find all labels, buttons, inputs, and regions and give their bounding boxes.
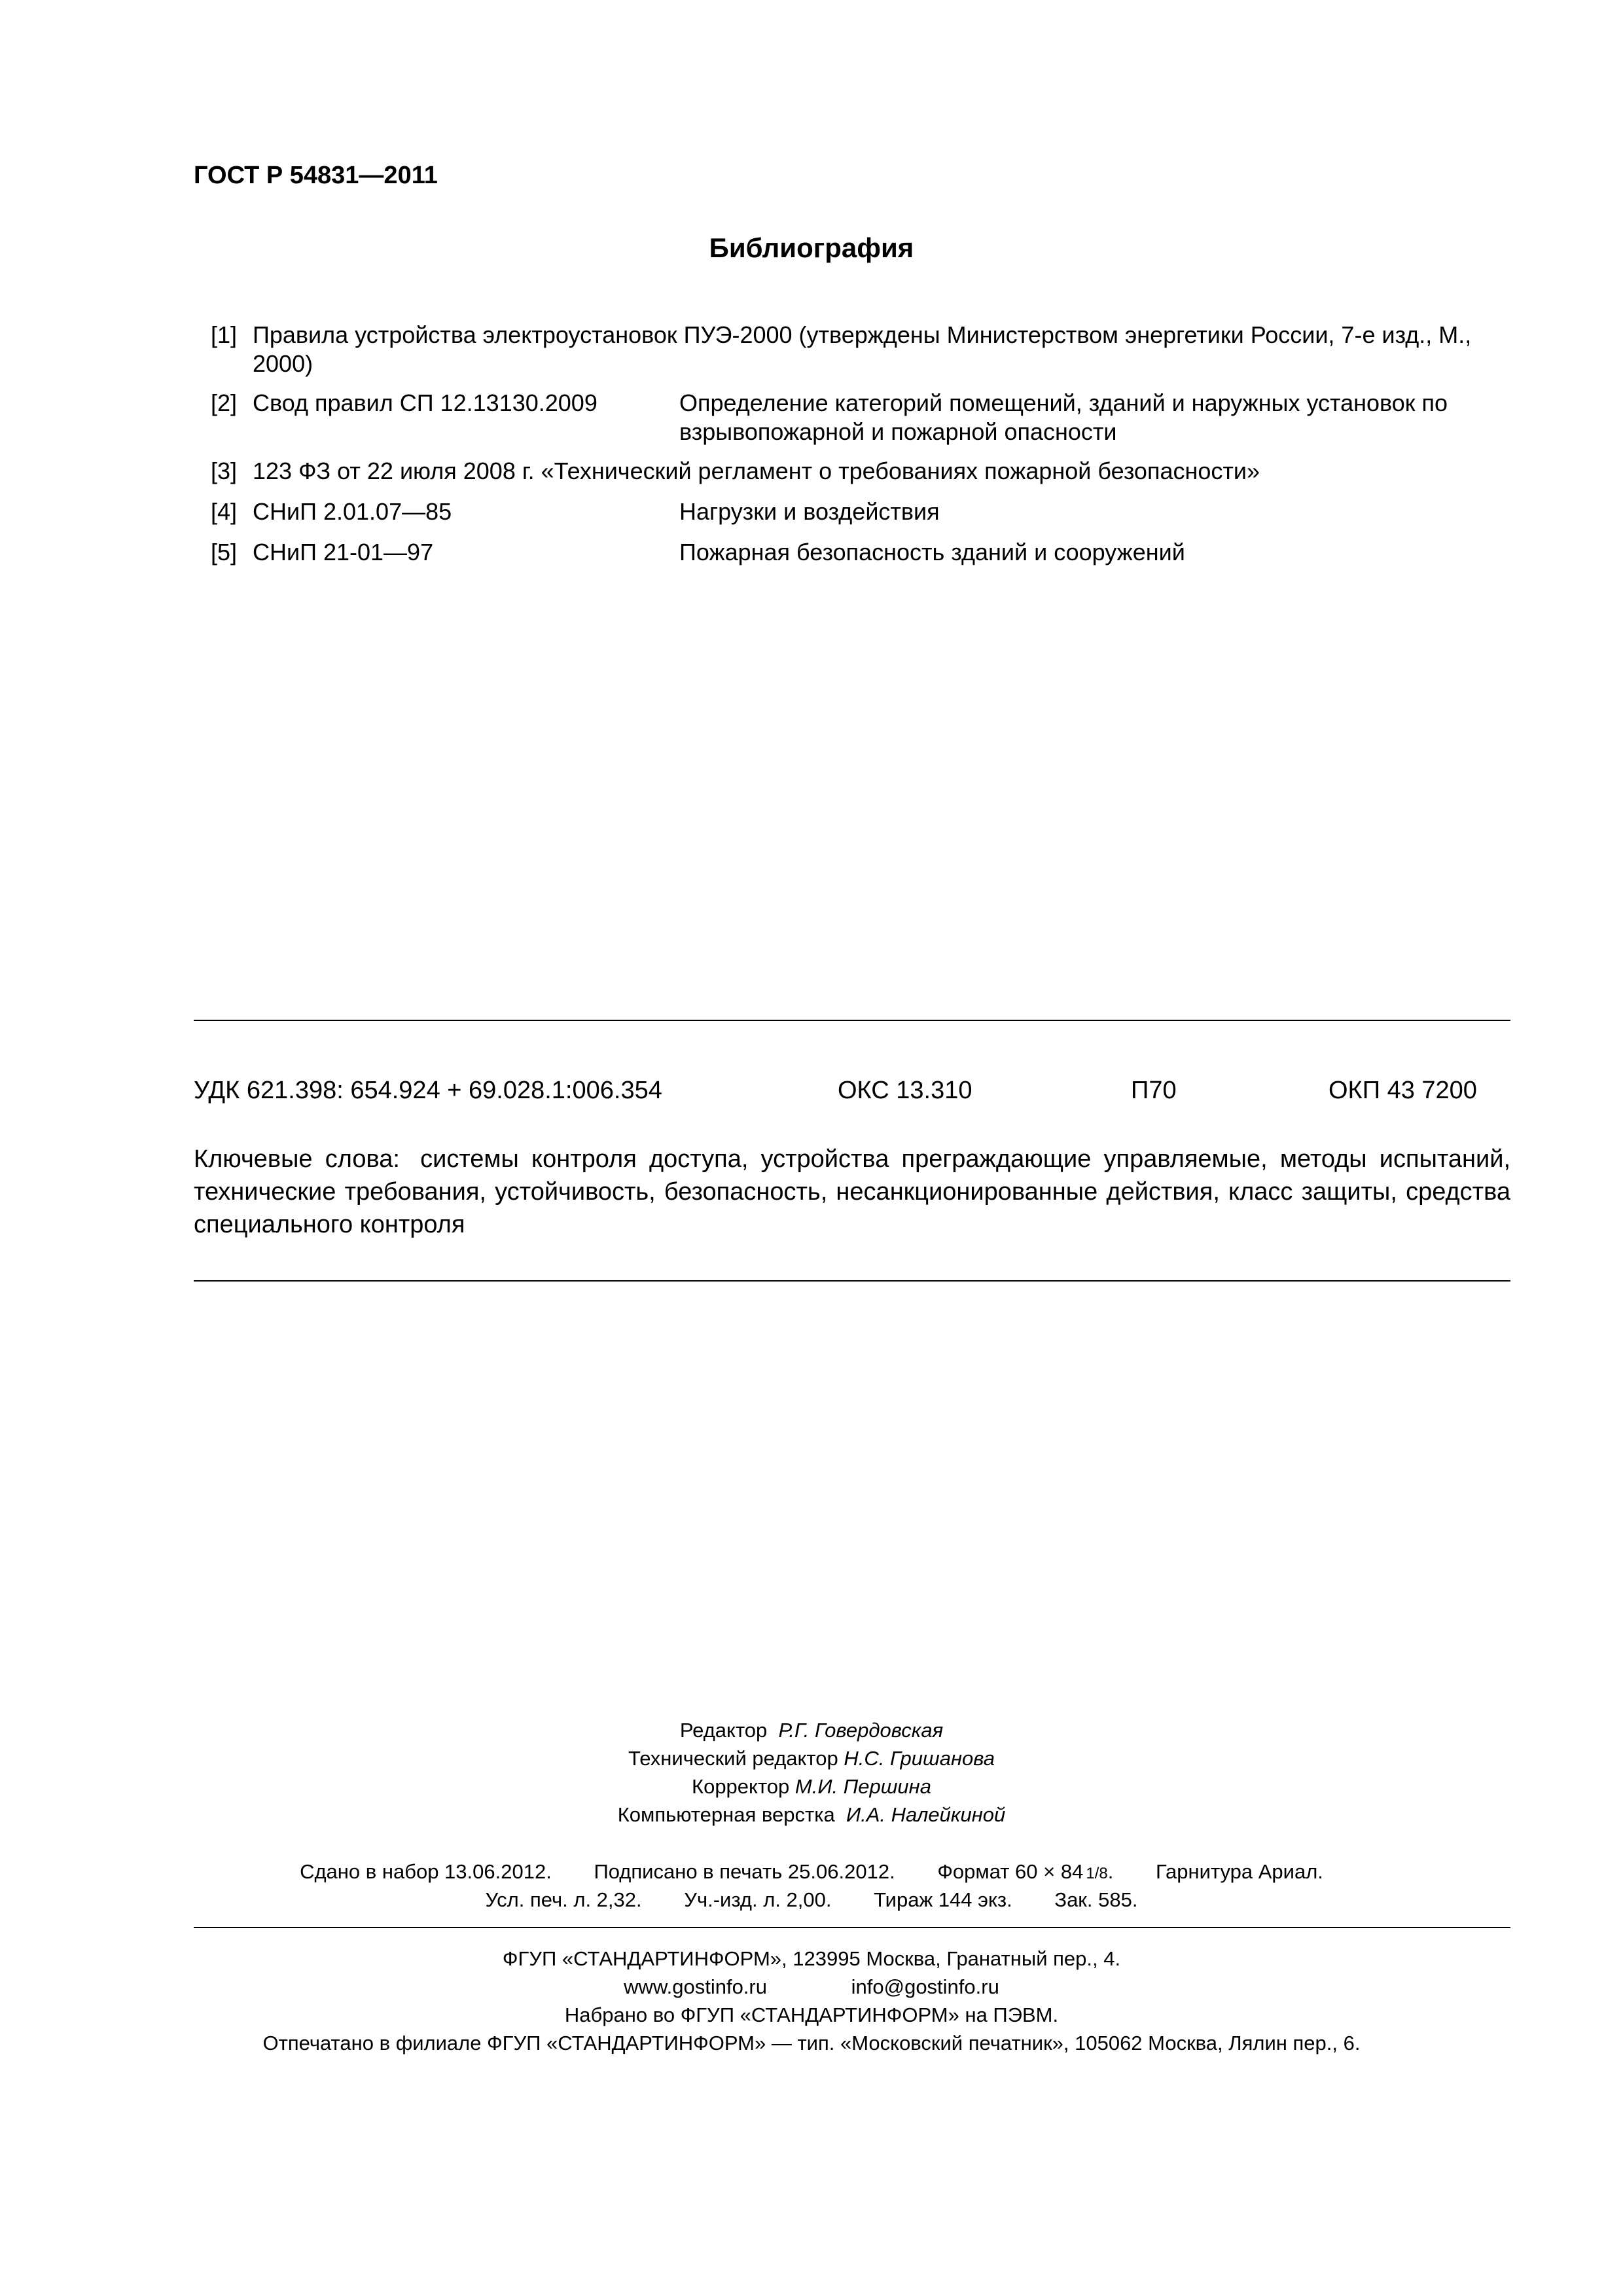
print-info-line-1 (0, 1860, 1623, 1884)
submitted-date: Сдано в набор 13.06.2012. (300, 1860, 552, 1883)
print-run: Тираж 144 экз. (874, 1888, 1012, 1911)
paper-format: Формат 60 × 84 1/8. (937, 1860, 1114, 1883)
publisher-divider (194, 1927, 1510, 1928)
entry-number: [4] (211, 498, 238, 525)
editor-name: Р.Г. Говердовская (778, 1719, 944, 1742)
document-code: ГОСТ Р 54831—2011 (194, 162, 438, 189)
corrector-line (0, 1775, 1623, 1799)
publishing-sheets: Уч.-изд. л. 2,00. (684, 1888, 832, 1911)
editor-label: Редактор (679, 1719, 768, 1742)
entry-text: 123 ФЗ от 22 июля 2008 г. «Технический регламент о требованиях пожарной безопасности» (253, 457, 1260, 484)
entry-number: [1] (211, 321, 238, 348)
entry-source: СНиП 21-01—97 (253, 539, 434, 565)
bottom-divider (194, 1280, 1510, 1282)
entry-number: [5] (211, 539, 238, 565)
entry-number: [3] (211, 457, 238, 484)
keywords-paragraph (194, 1143, 1510, 1241)
entry-source: СНиП 2.01.07—85 (253, 498, 452, 525)
entry-text: Правила устройства электроустановок ПУЭ-2000 (утверждены Министерством энергетики России, 7-е изд., М., 2000) (253, 321, 1472, 377)
corrector-name: М.И. Першина (794, 1775, 931, 1798)
typeset-note: Набрано во ФГУП «СТАНДАРТИНФОРМ» на ПЭВМ. (564, 2003, 1059, 2026)
tech-editor-name: Н.С. Гришанова (844, 1747, 995, 1770)
layout-label: Компьютерная верстка (617, 1803, 835, 1826)
format-fraction: 1/8 (1086, 1865, 1108, 1882)
p-code: П70 (1131, 1077, 1177, 1104)
keywords-label: Ключевые слова: (194, 1145, 400, 1173)
top-divider (194, 1020, 1510, 1021)
entry-description: Пожарная безопасность зданий и сооружений (679, 539, 1185, 565)
email-link[interactable]: info@gostinfo.ru (851, 1975, 999, 1998)
okp-code: ОКП 43 7200 (1329, 1077, 1477, 1104)
printed-sheets: Усл. печ. л. 2,32. (485, 1888, 642, 1911)
oks-code: ОКС 13.310 (838, 1077, 972, 1104)
order-number: Зак. 585. (1054, 1888, 1138, 1911)
print-info-line-2 (0, 1888, 1623, 1912)
editor-line (0, 1719, 1623, 1742)
entry-description: Определение категорий помещений, зданий и наружных установок по взрывопожарной и пожарной опасности (679, 389, 1448, 445)
entry-source: Свод правил СП 12.13130.2009 (253, 389, 597, 416)
website-link[interactable]: www.gostinfo.ru (624, 1975, 767, 1998)
publisher-address: ФГУП «СТАНДАРТИНФОРМ», 123995 Москва, Гранатный пер., 4. (502, 1947, 1121, 1970)
corrector-label: Корректор (692, 1775, 790, 1798)
tech-editor-label: Технический редактор (628, 1747, 838, 1770)
publisher-contacts (0, 1975, 1623, 1999)
printed-note: Отпечатано в филиале ФГУП «СТАНДАРТИНФОРМ» — тип. «Московский печатник», 105062 Москва, Лялин пер., 6. (262, 2032, 1361, 2054)
udk-code: УДК 621.398: 654.924 + 69.028.1:006.354 (194, 1077, 662, 1104)
entry-number: [2] (211, 389, 238, 416)
layout-name: И.А. Налейкиной (846, 1803, 1006, 1826)
layout-line (0, 1803, 1623, 1827)
bibliography-title: Библиография (709, 232, 914, 263)
keywords-text: системы контроля доступа, устройства преграждающие управляемые, методы испытаний, технические требования, устойчивость, безопасность, несанкционированные действия, класс защиты, средства специального контроля (194, 1145, 1511, 1238)
typeface: Гарнитура Ариал. (1155, 1860, 1323, 1883)
signed-date: Подписано в печать 25.06.2012. (594, 1860, 895, 1883)
tech-editor-line (0, 1747, 1623, 1770)
entry-description: Нагрузки и воздействия (679, 498, 940, 525)
